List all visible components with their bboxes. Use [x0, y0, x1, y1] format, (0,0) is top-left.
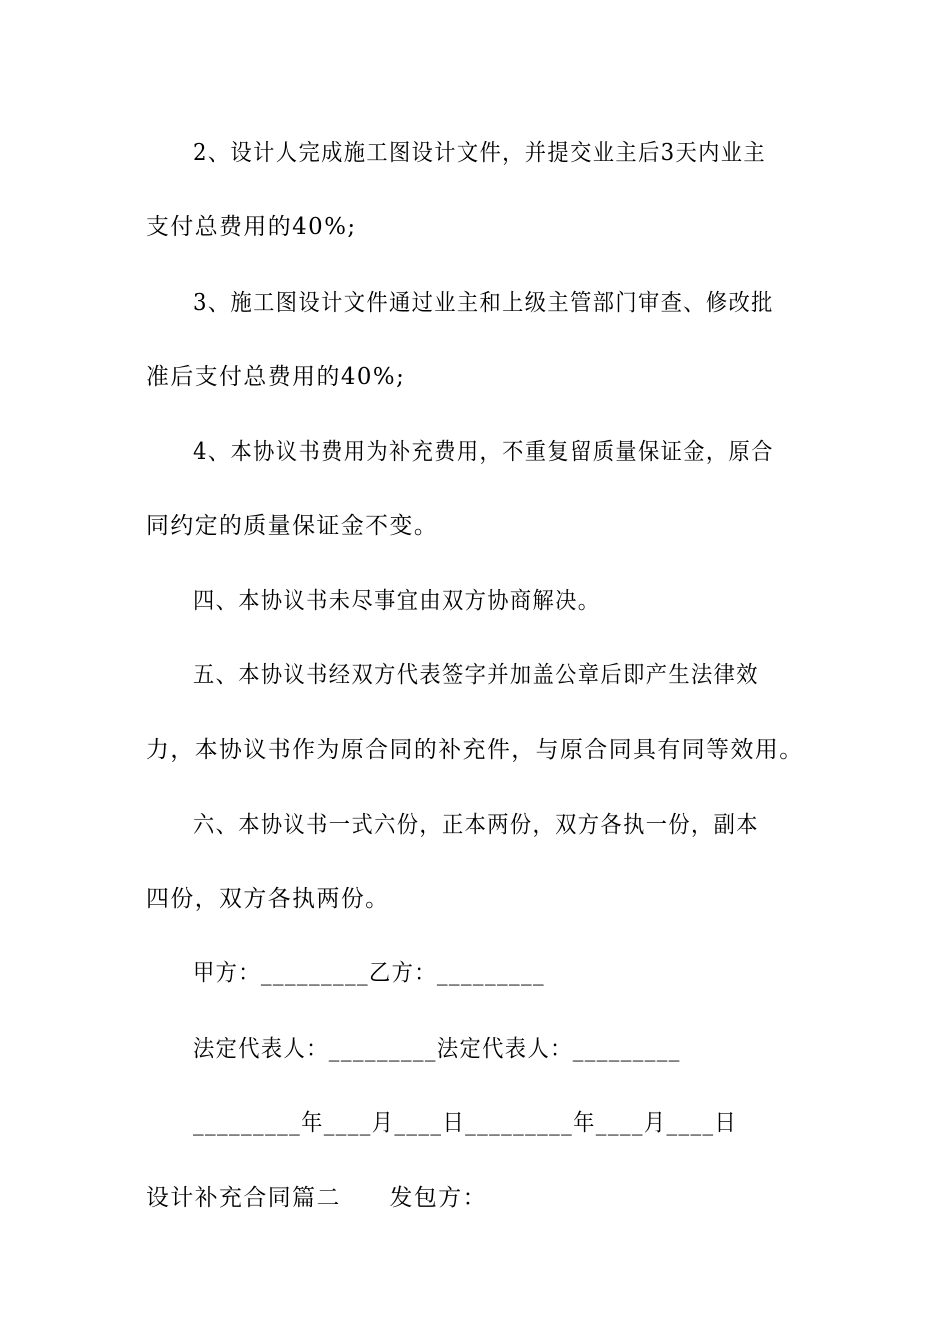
- legal-representative-line: 法定代表人：_________法定代表人：_________: [193, 1036, 681, 1062]
- paragraph-line: 四份，双方各执两份。: [146, 886, 390, 912]
- paragraph-line: 六、本协议书一式六份，正本两份，双方各执一份，副本: [193, 812, 759, 838]
- paragraph-line: 支付总费用的40%;: [146, 214, 357, 240]
- section-heading-line: 设计补充合同篇二 发包方：: [146, 1185, 487, 1211]
- signature-parties-line: 甲方：_________乙方：_________: [193, 960, 545, 986]
- paragraph-line: 力，本协议书作为原合同的补充件，与原合同具有同等效用。: [146, 737, 804, 763]
- paragraph-line: 4、本协议书费用为补充费用，不重复留质量保证金，原合: [193, 439, 774, 465]
- paragraph-line: 准后支付总费用的40%;: [146, 364, 406, 390]
- paragraph-line: 四、本协议书未尽事宜由双方协商解决。: [193, 588, 601, 614]
- paragraph-line: 同约定的质量保证金不变。: [146, 513, 439, 539]
- paragraph-line: 2、设计人完成施工图设计文件，并提交业主后3天内业主: [193, 140, 767, 166]
- paragraph-line: 3、施工图设计文件通过业主和上级主管部门审查、修改批: [193, 290, 774, 316]
- date-line: _________年____月____日_________年____月____日: [193, 1110, 738, 1136]
- paragraph-line: 五、本协议书经双方代表签字并加盖公章后即产生法律效: [193, 662, 759, 688]
